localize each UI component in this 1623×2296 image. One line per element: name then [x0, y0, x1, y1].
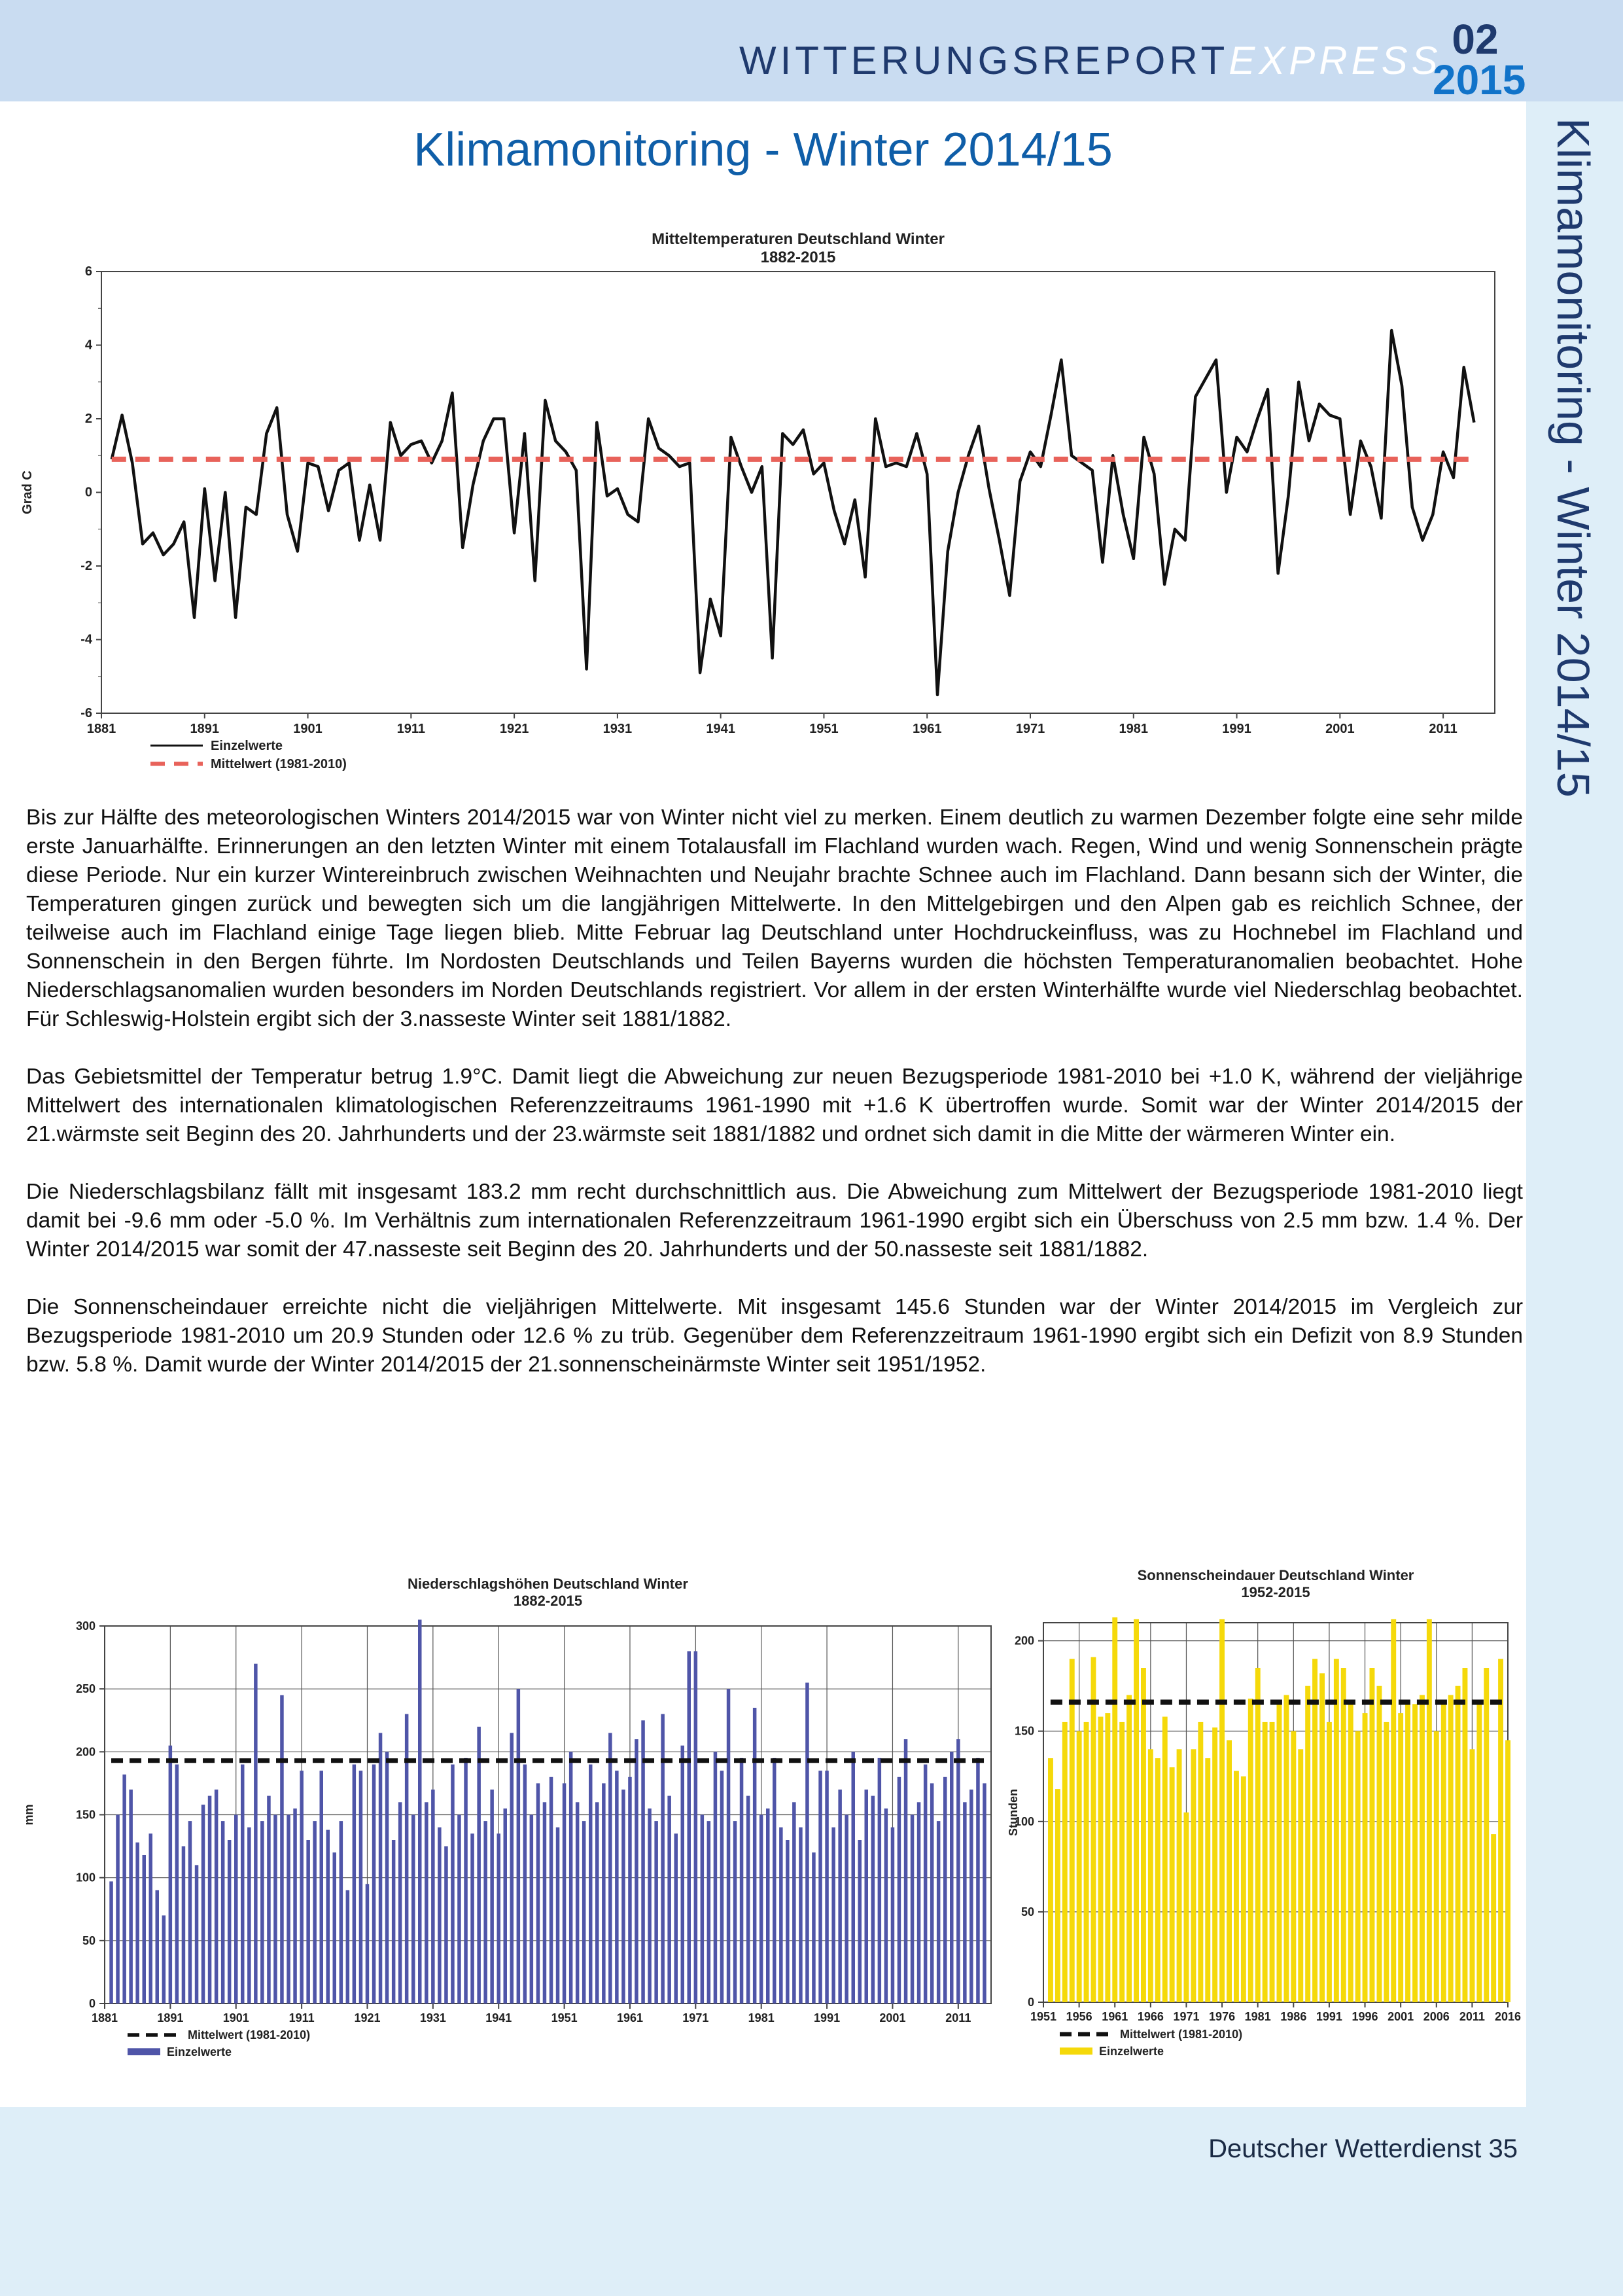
page-title: Klimamonitoring - Winter 2014/15	[413, 124, 1113, 176]
data-bar	[1191, 1749, 1196, 2002]
footer-text: Deutscher Wetterdienst 35	[1208, 2134, 1518, 2163]
data-bar	[805, 1683, 809, 2004]
x-tick-label: 1941	[706, 722, 735, 736]
data-bar	[280, 1695, 284, 2004]
data-bar	[818, 1771, 822, 2004]
legend-swatch-series	[1060, 2047, 1092, 2055]
data-bar	[569, 1752, 573, 2004]
data-bar	[1405, 1704, 1410, 2002]
x-tick-label: 1991	[814, 2011, 841, 2024]
x-tick-label: 2011	[1429, 722, 1457, 736]
y-tick-label: 2	[84, 412, 92, 426]
issue-year: 2015	[1433, 56, 1526, 103]
data-bar	[871, 1796, 875, 2004]
x-tick-label: 2011	[1459, 2010, 1485, 2023]
y-tick-label: 100	[1014, 1814, 1034, 1828]
data-bar	[688, 1651, 691, 2004]
data-bar	[1070, 1659, 1075, 2002]
data-bar	[635, 1739, 638, 2004]
sunshine-chart	[1004, 1561, 1521, 2061]
data-bar	[602, 1783, 606, 2004]
data-bar	[753, 1708, 757, 2004]
y-tick-label: -2	[80, 559, 92, 573]
y-tick-label: 250	[75, 1682, 96, 1696]
data-bar	[1319, 1673, 1325, 2002]
series-name-sub: EXPRESS	[1229, 39, 1442, 82]
x-tick-label: 1951	[1030, 2010, 1057, 2023]
data-bar	[898, 1777, 901, 2004]
data-bar	[1434, 1731, 1439, 2002]
data-bar	[306, 1840, 310, 2004]
data-bar	[1155, 1758, 1161, 2002]
data-bar	[701, 1815, 705, 2004]
data-bar	[143, 1855, 147, 2004]
data-bar	[969, 1790, 973, 2004]
body-text	[26, 804, 1523, 1408]
data-bar	[1334, 1659, 1339, 2002]
data-bar	[937, 1821, 941, 2004]
x-tick-label: 1921	[499, 722, 529, 736]
data-bar	[287, 1815, 290, 2004]
data-bar	[556, 1828, 560, 2004]
side-title: Klimamonitoring - Winter 2014/15	[1548, 118, 1599, 798]
data-bar	[1363, 1713, 1368, 2002]
data-bar	[273, 1815, 277, 2004]
data-bar	[215, 1790, 218, 2004]
data-bar	[865, 1790, 869, 2004]
data-bar	[530, 1815, 534, 2004]
data-bar	[504, 1809, 508, 2004]
x-tick-label: 1911	[288, 2011, 315, 2024]
data-bar	[1177, 1749, 1182, 2002]
data-bar	[411, 1815, 415, 2004]
x-tick-label: 2011	[945, 2011, 971, 2024]
data-bar	[457, 1815, 461, 2004]
data-bar	[543, 1802, 547, 2004]
y-tick-label: 100	[75, 1871, 96, 1884]
data-bar	[1162, 1717, 1168, 2002]
data-bar	[1312, 1659, 1318, 2002]
data-bar	[674, 1833, 678, 2004]
data-bar	[825, 1771, 829, 2004]
data-bar	[1141, 1668, 1146, 2002]
paragraph-3: Die Niederschlagsbilanz fällt mit insgesamt 183.2 mm recht durchschnittlich aus. Die Abweichung zum Mittelwert der Bezugsperiode 1981-2010 liegt damit bei -9.6 mm oder -5.0 %. Im Verhältnis zum internationalen Referenzzeitraum 1961-1990 ergibt sich ein Überschuss von 2.5 mm bzw. 1.4 %. Der Winter 2014/2015 war somit der 47.nasseste seit Beginn des 20. Jahrhunderts und der 50.nasseste seit 1881/1882.	[26, 1180, 1523, 1262]
data-bar	[1255, 1668, 1261, 2002]
y-tick-label: 200	[75, 1745, 96, 1759]
data-bar	[1112, 1617, 1117, 2002]
data-bar	[464, 1758, 468, 2004]
data-bar	[1420, 1695, 1425, 2003]
data-bar	[963, 1802, 967, 2004]
data-bar	[195, 1865, 199, 2004]
data-bar	[431, 1790, 435, 2004]
data-bar	[326, 1830, 330, 2004]
legend-swatch-series	[128, 2048, 160, 2055]
data-bar	[621, 1790, 625, 2004]
data-bar	[720, 1771, 724, 2004]
data-bar	[1476, 1704, 1482, 2002]
data-bar	[786, 1840, 790, 2004]
data-bar	[595, 1802, 599, 2004]
temperature-chart	[13, 222, 1511, 779]
data-bar	[1441, 1704, 1446, 2002]
y-tick-label: 300	[75, 1619, 96, 1633]
data-bar	[510, 1733, 514, 2004]
data-bar	[1212, 1727, 1217, 2002]
data-bar	[681, 1746, 685, 2004]
x-tick-label: 1971	[1015, 722, 1045, 736]
data-bar	[392, 1840, 396, 2004]
data-bar	[648, 1809, 652, 2004]
data-bar	[746, 1796, 750, 2004]
chart-subtitle: 1952-2015	[1241, 1584, 1310, 1600]
data-bar	[1198, 1722, 1203, 2002]
legend-label: Mittelwert (1981-2010)	[1120, 2028, 1243, 2041]
data-bar	[1463, 1668, 1468, 2002]
data-bar	[1219, 1619, 1225, 2003]
x-tick-label: 1966	[1137, 2010, 1164, 2023]
paragraph-4: Die Sonnenscheindauer erreichte nicht die vieljährigen Mittelwerte. Mit insgesamt 145.6 Stunden war der Winter 2014/2015 im Vergleich zur Bezugsperiode 1981-2010 um 20.9 Stunden oder 12.6 % zu trüb. Gegenüber dem Referenzzeitraum 1961-1990 ergibt sich ein Defizit von 8.9 Stunden bzw. 5.8 %. Damit wurde der Winter 2014/2015 der 21.sonnenscheinärmste Winter seit 1951/1952.	[26, 1295, 1523, 1377]
data-bar	[904, 1739, 908, 2004]
data-bar	[523, 1765, 527, 2004]
data-bar	[201, 1805, 205, 2004]
x-tick-label: 1961	[912, 722, 942, 736]
data-bar	[845, 1815, 848, 2004]
data-bar	[1170, 1767, 1175, 2002]
paragraph-2: Das Gebietsmittel der Temperatur betrug 1.9°C. Damit liegt die Abweichung zur neuen Bezugsperiode 1981-2010 bei +1.0 K, während der vieljährige Mittelwert des internationalen klimatologischen Referenzzeitraums 1961-1990 mit +1.6 K übertroffen wurde. Somit war der Winter 2014/2015 der 21.wärmste seit Beginn des 20. Jahrhunderts und der 23.wärmste seit 1881/1882 und ordnet sich damit in die Mitte der wärmeren Winter ein.	[26, 1065, 1523, 1146]
x-tick-label: 1901	[293, 722, 323, 736]
data-bar	[208, 1796, 212, 2004]
precipitation-chart-svg	[13, 1564, 1014, 2061]
data-bar	[1398, 1713, 1403, 2002]
x-tick-label: 2001	[1325, 722, 1355, 736]
data-bar	[359, 1771, 363, 2004]
y-tick-label: -6	[80, 706, 92, 720]
x-tick-label: 1921	[354, 2011, 381, 2024]
data-bar	[1055, 1789, 1060, 2002]
data-bar	[385, 1752, 389, 2004]
data-bar	[405, 1714, 409, 2004]
data-bar	[799, 1828, 803, 2004]
data-bar	[608, 1733, 612, 2004]
data-bar	[576, 1802, 580, 2004]
x-tick-label: 1901	[222, 2011, 249, 2024]
data-bar	[470, 1833, 474, 2004]
temperature-chart-svg	[13, 222, 1511, 779]
data-bar	[418, 1619, 422, 2004]
data-bar	[1484, 1668, 1489, 2002]
data-bar	[563, 1783, 567, 2004]
data-bar	[891, 1828, 895, 2004]
data-bar	[293, 1809, 297, 2004]
data-bar	[300, 1771, 304, 2004]
data-bar	[707, 1821, 711, 2004]
y-tick-label: 0	[1027, 1996, 1034, 2009]
issue-number: 02	[1452, 16, 1499, 63]
data-bar	[1412, 1704, 1418, 2002]
data-bar	[1205, 1758, 1210, 2002]
data-bar	[1227, 1740, 1232, 2003]
data-bar	[149, 1833, 153, 2004]
data-bar	[483, 1821, 487, 2004]
data-bar	[615, 1771, 619, 2004]
data-bar	[582, 1821, 586, 2004]
data-bar	[1284, 1695, 1289, 2003]
data-bar	[122, 1775, 126, 2004]
data-bar	[451, 1765, 455, 2004]
data-bar	[911, 1815, 915, 2004]
data-bar	[1091, 1657, 1096, 2003]
data-bar	[884, 1809, 888, 2004]
chart-title: Sonnenscheindauer Deutschland Winter	[1137, 1567, 1414, 1583]
y-tick-label: 0	[88, 1997, 96, 2010]
data-bar	[135, 1843, 139, 2004]
data-bar	[438, 1828, 442, 2004]
x-tick-label: 1891	[190, 722, 220, 736]
data-bar	[444, 1846, 448, 2004]
data-bar	[773, 1758, 777, 2004]
data-bar	[943, 1777, 947, 2004]
legend-label: Einzelwerte	[211, 739, 283, 753]
data-bar	[1298, 1749, 1303, 2002]
x-tick-label: 1981	[1119, 722, 1149, 736]
x-tick-label: 1931	[602, 722, 633, 736]
data-bar	[346, 1890, 350, 2004]
x-tick-label: 1971	[682, 2011, 709, 2024]
data-bar	[1148, 1749, 1153, 2002]
data-bar	[340, 1821, 343, 2004]
data-bar	[116, 1815, 120, 2004]
data-bar	[930, 1783, 934, 2004]
data-bar	[956, 1739, 960, 2004]
data-bar	[1305, 1686, 1310, 2002]
data-bar	[1263, 1722, 1268, 2002]
data-bar	[536, 1783, 540, 2004]
data-bar	[766, 1809, 770, 2004]
data-bar	[490, 1790, 494, 2004]
data-bar	[129, 1790, 133, 2004]
data-bar	[727, 1689, 731, 2004]
data-bar	[1270, 1722, 1275, 2002]
data-bar	[1391, 1619, 1396, 2003]
data-bar	[838, 1790, 842, 2004]
data-bar	[1505, 1740, 1510, 2003]
data-bar	[425, 1802, 428, 2004]
data-bar	[477, 1727, 481, 2004]
data-bar	[550, 1777, 553, 2004]
data-bar	[260, 1821, 264, 2004]
x-tick-label: 1881	[91, 2011, 118, 2024]
data-bar	[1355, 1731, 1361, 2002]
data-bar	[162, 1915, 166, 2004]
data-bar	[1377, 1686, 1382, 2002]
data-bar	[156, 1890, 160, 2004]
x-tick-label: 1986	[1280, 2010, 1307, 2023]
data-bar	[320, 1771, 324, 2004]
data-bar	[831, 1828, 835, 2004]
legend-label: Einzelwerte	[167, 2045, 232, 2058]
data-bar	[917, 1802, 921, 2004]
data-bar	[1134, 1619, 1139, 2003]
data-bar	[628, 1777, 632, 2004]
data-bar	[241, 1765, 245, 2004]
data-bar	[1077, 1731, 1082, 2002]
y-axis-label: mm	[22, 1804, 35, 1826]
data-bar	[976, 1758, 980, 2004]
data-bar	[517, 1689, 521, 2004]
x-tick-label: 2016	[1494, 2010, 1521, 2023]
data-bar	[254, 1664, 258, 2004]
plot-frame	[101, 272, 1495, 713]
data-bar	[1341, 1668, 1346, 2002]
data-bar	[1241, 1776, 1246, 2002]
data-bar	[175, 1765, 179, 2004]
data-bar	[1184, 1812, 1189, 2002]
y-tick-label: 4	[84, 338, 92, 353]
data-bar	[1327, 1722, 1332, 2002]
data-bar	[1291, 1731, 1296, 2002]
series-name	[739, 38, 1442, 83]
data-bar	[1062, 1722, 1068, 2002]
data-bar	[234, 1815, 238, 2004]
x-tick-label: 1961	[616, 2011, 643, 2024]
x-tick-label: 1991	[1316, 2010, 1342, 2023]
data-bar	[1098, 1717, 1104, 2002]
data-bar	[221, 1821, 225, 2004]
x-tick-label: 1956	[1066, 2010, 1092, 2023]
data-bar	[372, 1765, 376, 2004]
legend-label: Mittelwert (1981-2010)	[211, 757, 347, 771]
data-bar	[1370, 1668, 1375, 2002]
paragraph-1: Bis zur Hälfte des meteorologischen Winters 2014/2015 war von Winter nicht viel zu merken. Einem deutlich zu warmen Dezember folgte eine sehr milde erste Januarhälfte. Erinnerungen an den letzten Winter mit einem Totalausfall im Flachland wurden wach. Regen, Wind und wenig Sonnenschein prägte diese Periode. Nur ein kurzer Wintereinbruch zwischen Weihnachten und Neujahr brachte Schnee auch im Flachland. Dann besann sich der Winter, die Temperaturen gingen zurück und bewegten sich um die langjährigen Mittelwerte. In den Mittelgebirgen und den Alpen gab es reichlich Schnee, der teilweise auch im Flachland einige Tage liegen blieb. Mitte Februar lag Deutschland unter Hochdruckeinfluss, was zu Hochnebel im Flachland und Sonnenschein in den Bergen führte. Im Nordosten Deutschlands und Teilen Bayerns wurden die höchsten Temperaturanomalien beobachtet. Hohe Niederschlagsanomalien wurden besonders im Norden Deutschlands registriert. Vor allem in der ersten Winterhälfte wurde viel Niederschlag beobachtet. Für Schleswig-Holstein ergibt sich der 3.nasseste Winter seit 1881/1882.	[26, 805, 1523, 1031]
x-tick-label: 1981	[748, 2011, 775, 2024]
data-bar	[852, 1752, 856, 2004]
data-bar	[792, 1802, 796, 2004]
y-tick-label: -4	[80, 632, 92, 647]
data-bar	[1384, 1722, 1389, 2002]
y-tick-label: 150	[75, 1808, 96, 1822]
data-bar	[1491, 1834, 1496, 2002]
series-name-main: WITTERUNGSREPORT	[739, 39, 1229, 82]
data-bar	[109, 1881, 113, 2004]
x-tick-label: 2001	[879, 2011, 906, 2024]
data-bar	[379, 1733, 383, 2004]
x-tick-label: 1931	[419, 2011, 446, 2024]
precipitation-chart	[13, 1564, 1014, 2061]
y-axis-label: Grad C	[20, 470, 35, 514]
data-bar	[654, 1821, 658, 2004]
sunshine-chart-svg	[1004, 1561, 1521, 2061]
data-bar	[333, 1852, 337, 2004]
chart-title: Mitteltemperaturen Deutschland Winter	[652, 230, 945, 248]
data-bar	[353, 1765, 357, 2004]
data-bar	[1048, 1758, 1053, 2002]
y-tick-label: 200	[1014, 1634, 1034, 1648]
data-bar	[983, 1783, 986, 2004]
data-bar	[169, 1746, 173, 2004]
x-tick-label: 1951	[809, 722, 839, 736]
data-bar	[878, 1758, 882, 2004]
x-tick-label: 2006	[1423, 2010, 1450, 2023]
x-tick-label: 1996	[1352, 2010, 1378, 2023]
data-bar	[924, 1765, 928, 2004]
y-tick-label: 50	[1021, 1905, 1034, 1918]
chart-subtitle: 1882-2015	[513, 1593, 583, 1609]
y-axis-label: Stunden	[1007, 1789, 1020, 1836]
data-bar	[1234, 1771, 1239, 2003]
x-tick-label: 1961	[1102, 2010, 1128, 2023]
data-bar	[589, 1765, 593, 2004]
data-bar	[398, 1802, 402, 2004]
legend-label: Einzelwerte	[1099, 2045, 1164, 2058]
data-bar	[759, 1815, 763, 2004]
data-bar	[366, 1884, 370, 2004]
data-bar	[1119, 1722, 1125, 2002]
data-bar	[667, 1796, 671, 2004]
chart-subtitle: 1882-2015	[760, 249, 836, 266]
data-bar	[228, 1840, 232, 2004]
data-bar	[1498, 1659, 1503, 2002]
data-bar	[313, 1821, 317, 2004]
data-bar	[1084, 1722, 1089, 2002]
x-tick-label: 1881	[86, 722, 116, 736]
temperature-series-line	[112, 330, 1475, 695]
x-tick-label: 1971	[1173, 2010, 1200, 2023]
data-bar	[182, 1846, 186, 2004]
data-bar	[812, 1852, 816, 2004]
data-bar	[1456, 1686, 1461, 2002]
data-bar	[858, 1840, 862, 2004]
y-tick-label: 150	[1014, 1724, 1034, 1738]
data-bar	[1470, 1749, 1475, 2002]
data-bar	[950, 1752, 954, 2004]
x-tick-label: 1911	[396, 722, 426, 736]
data-bar	[714, 1752, 718, 2004]
data-bar	[247, 1828, 251, 2004]
data-bar	[661, 1714, 665, 2004]
y-tick-label: 50	[82, 1934, 96, 1947]
x-tick-label: 2001	[1387, 2010, 1414, 2023]
data-bar	[1277, 1704, 1282, 2002]
data-bar	[267, 1796, 271, 2004]
x-tick-label: 1891	[157, 2011, 184, 2024]
data-bar	[1348, 1704, 1353, 2002]
data-bar	[188, 1821, 192, 2004]
data-bar	[694, 1651, 698, 2004]
data-bar	[1248, 1699, 1253, 2002]
data-bar	[497, 1833, 501, 2004]
data-bar	[1448, 1695, 1454, 2003]
x-tick-label: 1981	[1244, 2010, 1271, 2023]
y-tick-label: 6	[84, 264, 92, 279]
y-tick-label: 0	[84, 485, 92, 500]
data-bar	[740, 1758, 744, 2004]
data-bar	[1105, 1713, 1110, 2002]
data-bar	[733, 1821, 737, 2004]
data-bar	[1126, 1695, 1132, 2003]
data-bar	[1427, 1619, 1432, 2003]
legend-label: Mittelwert (1981-2010)	[188, 2028, 311, 2041]
chart-title: Niederschlagshöhen Deutschland Winter	[408, 1576, 688, 1592]
x-tick-label: 1951	[551, 2011, 578, 2024]
x-tick-label: 1941	[485, 2011, 512, 2024]
data-bar	[779, 1828, 783, 2004]
x-tick-label: 1991	[1222, 722, 1251, 736]
x-tick-label: 1976	[1209, 2010, 1236, 2023]
